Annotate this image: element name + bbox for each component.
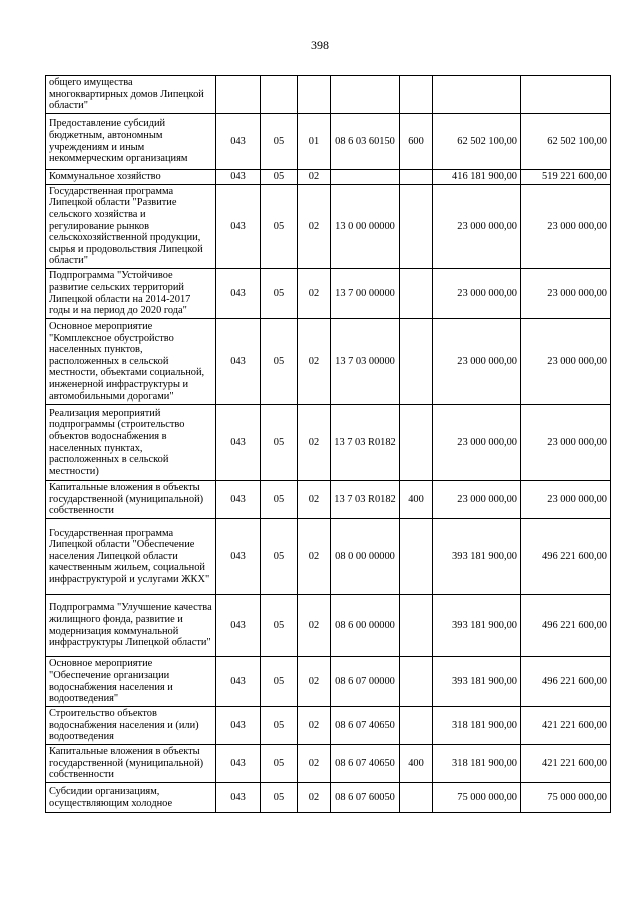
table-row <box>46 783 611 813</box>
target-article-cell <box>331 170 400 185</box>
row-name-cell: Подпрограмма "Улучшение качества жилищного фонда, развитие и модернизация коммунальной инфраструктуры Липецкой области" <box>46 595 216 657</box>
subsection-code-cell: 02 <box>298 707 331 745</box>
amount-year1-cell: 23 000 000,00 <box>433 269 521 319</box>
table-row <box>46 657 611 707</box>
amount-year1-cell <box>433 76 521 114</box>
ministry-code-cell: 043 <box>216 319 261 405</box>
row-name-cell: Основное мероприятие "Комплексное обустройство населенных пунктов, расположенных в сельской местности, объектами социальной, инженерной инфраструктуры и автомобильными дорогами" <box>46 319 216 405</box>
target-article-cell: 13 0 00 00000 <box>331 184 400 268</box>
target-article-cell: 13 7 00 00000 <box>331 269 400 319</box>
ministry-code-cell: 043 <box>216 519 261 595</box>
table-row <box>46 405 611 481</box>
row-name-cell: Капитальные вложения в объекты государственной (муниципальной) собственности <box>46 745 216 783</box>
amount-year1-cell: 23 000 000,00 <box>433 319 521 405</box>
target-article-cell: 08 6 00 00000 <box>331 595 400 657</box>
row-name-cell: Государственная программа Липецкой области "Развитие сельского хозяйства и регулирование рынков сельскохозяйственной продукции, сырья и продовольствия Липецкой области" <box>46 184 216 268</box>
section-code-cell: 05 <box>261 783 298 813</box>
row-name-cell: Предоставление субсидий бюджетным, автономным учреждениям и иным некоммерческим организациям <box>46 114 216 170</box>
subsection-code-cell: 02 <box>298 745 331 783</box>
expense-type-cell <box>400 405 433 481</box>
subsection-code-cell: 02 <box>298 170 331 185</box>
amount-year1-cell: 23 000 000,00 <box>433 184 521 268</box>
section-code-cell: 05 <box>261 519 298 595</box>
amount-year1-cell: 23 000 000,00 <box>433 405 521 481</box>
target-article-cell <box>331 76 400 114</box>
table-row <box>46 707 611 745</box>
expense-type-cell <box>400 519 433 595</box>
table-row <box>46 170 611 185</box>
section-code-cell: 05 <box>261 745 298 783</box>
section-code-cell: 05 <box>261 170 298 185</box>
expense-type-cell <box>400 184 433 268</box>
row-name-cell: общего имущества многоквартирных домов Липецкой области" <box>46 76 216 114</box>
target-article-cell: 08 6 07 40650 <box>331 707 400 745</box>
amount-year1-cell: 393 181 900,00 <box>433 595 521 657</box>
row-name-cell: Реализация мероприятий подпрограммы (строительство объектов водоснабжения в населенных пунктах, расположенных в сельской местности) <box>46 405 216 481</box>
table-row <box>46 481 611 519</box>
amount-year1-cell: 75 000 000,00 <box>433 783 521 813</box>
table-row <box>46 319 611 405</box>
amount-year2-cell: 519 221 600,00 <box>521 170 611 185</box>
amount-year1-cell: 318 181 900,00 <box>433 707 521 745</box>
section-code-cell: 05 <box>261 184 298 268</box>
target-article-cell: 13 7 03 R0182 <box>331 481 400 519</box>
amount-year1-cell: 393 181 900,00 <box>433 519 521 595</box>
section-code-cell: 05 <box>261 405 298 481</box>
section-code-cell: 05 <box>261 657 298 707</box>
amount-year2-cell: 75 000 000,00 <box>521 783 611 813</box>
table-row <box>46 114 611 170</box>
expense-type-cell <box>400 170 433 185</box>
section-code-cell: 05 <box>261 595 298 657</box>
target-article-cell: 13 7 03 00000 <box>331 319 400 405</box>
ministry-code-cell: 043 <box>216 707 261 745</box>
amount-year1-cell: 62 502 100,00 <box>433 114 521 170</box>
amount-year2-cell: 421 221 600,00 <box>521 745 611 783</box>
ministry-code-cell: 043 <box>216 657 261 707</box>
amount-year2-cell: 23 000 000,00 <box>521 319 611 405</box>
expense-type-cell: 600 <box>400 114 433 170</box>
table-row <box>46 76 611 114</box>
amount-year2-cell: 23 000 000,00 <box>521 184 611 268</box>
section-code-cell: 05 <box>261 481 298 519</box>
target-article-cell: 08 6 03 60150 <box>331 114 400 170</box>
expense-type-cell <box>400 319 433 405</box>
expense-type-cell <box>400 783 433 813</box>
expense-type-cell <box>400 707 433 745</box>
subsection-code-cell: 02 <box>298 319 331 405</box>
expense-type-cell <box>400 76 433 114</box>
table-row <box>46 595 611 657</box>
target-article-cell: 08 6 07 00000 <box>331 657 400 707</box>
amount-year2-cell: 496 221 600,00 <box>521 519 611 595</box>
ministry-code-cell: 043 <box>216 595 261 657</box>
subsection-code-cell: 01 <box>298 114 331 170</box>
section-code-cell: 05 <box>261 707 298 745</box>
expense-type-cell <box>400 657 433 707</box>
ministry-code-cell: 043 <box>216 184 261 268</box>
ministry-code-cell: 043 <box>216 783 261 813</box>
target-article-cell: 08 6 07 40650 <box>331 745 400 783</box>
subsection-code-cell <box>298 76 331 114</box>
expense-type-cell <box>400 595 433 657</box>
row-name-cell: Коммунальное хозяйство <box>46 170 216 185</box>
amount-year1-cell: 318 181 900,00 <box>433 745 521 783</box>
amount-year2-cell: 62 502 100,00 <box>521 114 611 170</box>
budget-table <box>45 75 611 813</box>
expense-type-cell <box>400 269 433 319</box>
row-name-cell: Строительство объектов водоснабжения населения и (или) водоотведения <box>46 707 216 745</box>
subsection-code-cell: 02 <box>298 269 331 319</box>
subsection-code-cell: 02 <box>298 783 331 813</box>
section-code-cell: 05 <box>261 319 298 405</box>
subsection-code-cell: 02 <box>298 657 331 707</box>
expense-type-cell: 400 <box>400 481 433 519</box>
amount-year2-cell: 421 221 600,00 <box>521 707 611 745</box>
table-row <box>46 184 611 268</box>
ministry-code-cell <box>216 76 261 114</box>
ministry-code-cell: 043 <box>216 170 261 185</box>
subsection-code-cell: 02 <box>298 595 331 657</box>
section-code-cell <box>261 76 298 114</box>
subsection-code-cell: 02 <box>298 184 331 268</box>
amount-year2-cell: 23 000 000,00 <box>521 481 611 519</box>
row-name-cell: Капитальные вложения в объекты государственной (муниципальной) собственности <box>46 481 216 519</box>
ministry-code-cell: 043 <box>216 405 261 481</box>
page-number: 398 <box>311 38 329 52</box>
ministry-code-cell: 043 <box>216 745 261 783</box>
amount-year1-cell: 393 181 900,00 <box>433 657 521 707</box>
target-article-cell: 13 7 03 R0182 <box>331 405 400 481</box>
row-name-cell: Государственная программа Липецкой области "Обеспечение населения Липецкой области качественным жильем, социальной инфраструктурой и услугами ЖКХ" <box>46 519 216 595</box>
table-row <box>46 519 611 595</box>
ministry-code-cell: 043 <box>216 481 261 519</box>
subsection-code-cell: 02 <box>298 519 331 595</box>
row-name-cell: Подпрограмма "Устойчивое развитие сельских территорий Липецкой области на 2014-2017 годы и на период до 2020 года" <box>46 269 216 319</box>
section-code-cell: 05 <box>261 114 298 170</box>
table-row <box>46 269 611 319</box>
ministry-code-cell: 043 <box>216 269 261 319</box>
ministry-code-cell: 043 <box>216 114 261 170</box>
amount-year1-cell: 23 000 000,00 <box>433 481 521 519</box>
subsection-code-cell: 02 <box>298 405 331 481</box>
expense-type-cell: 400 <box>400 745 433 783</box>
target-article-cell: 08 6 07 60050 <box>331 783 400 813</box>
target-article-cell: 08 0 00 00000 <box>331 519 400 595</box>
amount-year2-cell <box>521 76 611 114</box>
amount-year2-cell: 496 221 600,00 <box>521 657 611 707</box>
subsection-code-cell: 02 <box>298 481 331 519</box>
table-row <box>46 745 611 783</box>
row-name-cell: Основное мероприятие "Обеспечение организации водоснабжения населения и водоотведения" <box>46 657 216 707</box>
amount-year2-cell: 496 221 600,00 <box>521 595 611 657</box>
amount-year2-cell: 23 000 000,00 <box>521 405 611 481</box>
section-code-cell: 05 <box>261 269 298 319</box>
amount-year1-cell: 416 181 900,00 <box>433 170 521 185</box>
amount-year2-cell: 23 000 000,00 <box>521 269 611 319</box>
row-name-cell: Субсидии организациям, осуществляющим холодное <box>46 783 216 813</box>
